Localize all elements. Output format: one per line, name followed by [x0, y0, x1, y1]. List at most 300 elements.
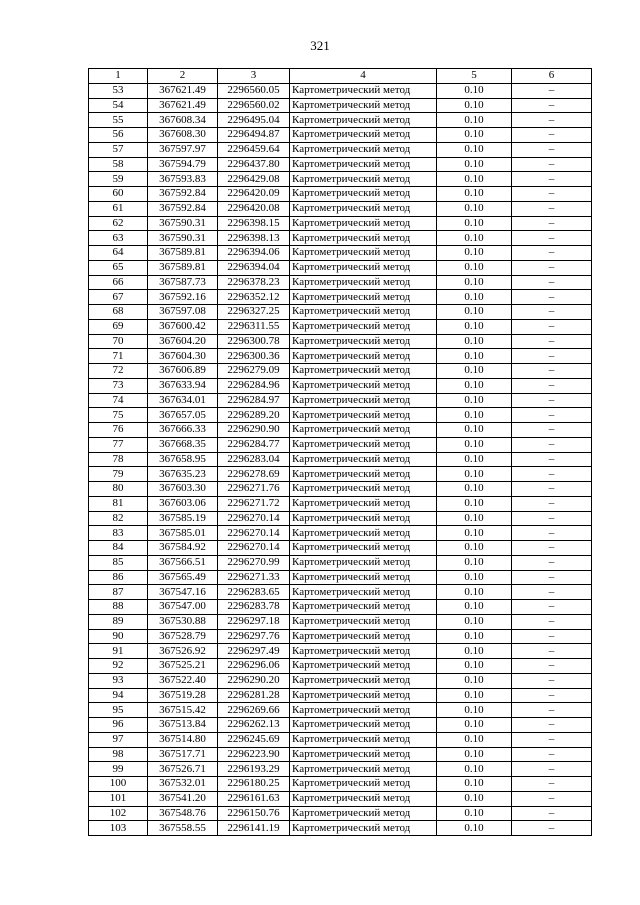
table-cell: 80	[89, 482, 148, 497]
table-cell: Картометрический метод	[290, 526, 437, 541]
table-cell: 367585.01	[148, 526, 218, 541]
header-cell: 4	[290, 69, 437, 84]
table-cell: Картометрический метод	[290, 703, 437, 718]
table-cell: 79	[89, 467, 148, 482]
table-cell: Картометрический метод	[290, 732, 437, 747]
table-cell: 367593.83	[148, 172, 218, 187]
table-cell: 367634.01	[148, 393, 218, 408]
table-cell: 2296300.78	[218, 334, 290, 349]
table-row	[89, 614, 592, 629]
table-cell: Картометрический метод	[290, 747, 437, 762]
table-row	[89, 113, 592, 128]
table-cell: 367565.49	[148, 570, 218, 585]
table-cell: Картометрический метод	[290, 98, 437, 113]
table-cell: 367532.01	[148, 777, 218, 792]
table-cell: –	[512, 526, 592, 541]
table-cell: –	[512, 452, 592, 467]
table-cell: 0.10	[437, 231, 512, 246]
table-cell: 367604.20	[148, 334, 218, 349]
table-cell: Картометрический метод	[290, 673, 437, 688]
table-cell: 93	[89, 673, 148, 688]
table-cell: 367514.80	[148, 732, 218, 747]
table-row	[89, 142, 592, 157]
table-cell: 2296270.14	[218, 526, 290, 541]
table-cell: –	[512, 482, 592, 497]
table-cell: –	[512, 364, 592, 379]
table-cell: 367525.21	[148, 659, 218, 674]
table-cell: 88	[89, 600, 148, 615]
table-cell: 0.10	[437, 526, 512, 541]
table-cell: Картометрический метод	[290, 511, 437, 526]
table-row	[89, 806, 592, 821]
table-cell: 70	[89, 334, 148, 349]
table-cell: 2296283.04	[218, 452, 290, 467]
table-cell: 2296290.90	[218, 423, 290, 438]
table-cell: 367606.89	[148, 364, 218, 379]
table-cell: Картометрический метод	[290, 378, 437, 393]
table-cell: 0.10	[437, 201, 512, 216]
table-cell: 2296271.76	[218, 482, 290, 497]
table-cell: 367668.35	[148, 437, 218, 452]
header-cell: 2	[148, 69, 218, 84]
table-cell: –	[512, 378, 592, 393]
table-cell: 65	[89, 260, 148, 275]
table-cell: Картометрический метод	[290, 688, 437, 703]
table-cell: –	[512, 231, 592, 246]
table-cell: Картометрический метод	[290, 437, 437, 452]
table-cell: 85	[89, 555, 148, 570]
table-cell: Картометрический метод	[290, 128, 437, 143]
table-cell: 2296290.20	[218, 673, 290, 688]
table-cell: 367528.79	[148, 629, 218, 644]
table-cell: 0.10	[437, 290, 512, 305]
table-cell: 72	[89, 364, 148, 379]
table-row	[89, 452, 592, 467]
table-cell: 367526.92	[148, 644, 218, 659]
table-cell: 0.10	[437, 747, 512, 762]
table-cell: Картометрический метод	[290, 408, 437, 423]
table-cell: 2296271.33	[218, 570, 290, 585]
table-cell: Картометрический метод	[290, 393, 437, 408]
table-cell: 0.10	[437, 275, 512, 290]
table-cell: 103	[89, 821, 148, 836]
table-cell: 0.10	[437, 614, 512, 629]
table-row	[89, 231, 592, 246]
table-cell: Картометрический метод	[290, 570, 437, 585]
table-cell: 2296270.14	[218, 511, 290, 526]
table-cell: Картометрический метод	[290, 201, 437, 216]
table-cell: 367547.16	[148, 585, 218, 600]
table-cell: 367621.49	[148, 98, 218, 113]
table-cell: 74	[89, 393, 148, 408]
table-cell: 54	[89, 98, 148, 113]
table-cell: Картометрический метод	[290, 334, 437, 349]
table-cell: 98	[89, 747, 148, 762]
table-cell: 2296560.05	[218, 83, 290, 98]
table-cell: 0.10	[437, 467, 512, 482]
table-cell: 0.10	[437, 570, 512, 585]
table-cell: –	[512, 659, 592, 674]
table-cell: Картометрический метод	[290, 260, 437, 275]
table-cell: 367597.08	[148, 305, 218, 320]
table-cell: 367594.79	[148, 157, 218, 172]
table-cell: 94	[89, 688, 148, 703]
table-cell: –	[512, 806, 592, 821]
table-cell: 2296296.06	[218, 659, 290, 674]
table-cell: –	[512, 541, 592, 556]
table-cell: 99	[89, 762, 148, 777]
table-cell: 367548.76	[148, 806, 218, 821]
table-row	[89, 260, 592, 275]
table-row	[89, 496, 592, 511]
table-cell: 95	[89, 703, 148, 718]
table-cell: –	[512, 703, 592, 718]
table-cell: 89	[89, 614, 148, 629]
table-cell: –	[512, 408, 592, 423]
table-cell: 0.10	[437, 408, 512, 423]
table-row	[89, 511, 592, 526]
table-body	[89, 83, 592, 835]
table-cell: 2296245.69	[218, 732, 290, 747]
table-cell: –	[512, 98, 592, 113]
table-cell: –	[512, 747, 592, 762]
table-cell: Картометрический метод	[290, 777, 437, 792]
table-cell: 100	[89, 777, 148, 792]
table-cell: 2296352.12	[218, 290, 290, 305]
table-cell: 0.10	[437, 541, 512, 556]
table-cell: 0.10	[437, 659, 512, 674]
table-cell: 2296150.76	[218, 806, 290, 821]
table-cell: 2296161.63	[218, 791, 290, 806]
table-row	[89, 688, 592, 703]
table-cell: 2296429.08	[218, 172, 290, 187]
table-cell: 2296284.97	[218, 393, 290, 408]
table-cell: 367592.16	[148, 290, 218, 305]
table-cell: 0.10	[437, 437, 512, 452]
table-cell: –	[512, 246, 592, 261]
table-cell: 60	[89, 187, 148, 202]
table-cell: –	[512, 83, 592, 98]
table-cell: –	[512, 467, 592, 482]
table-cell: 0.10	[437, 482, 512, 497]
table-cell: 2296394.04	[218, 260, 290, 275]
table-cell: –	[512, 157, 592, 172]
table-row	[89, 305, 592, 320]
table-cell: 102	[89, 806, 148, 821]
table-cell: –	[512, 319, 592, 334]
table-cell: 57	[89, 142, 148, 157]
table-cell: –	[512, 644, 592, 659]
table-cell: 367592.84	[148, 187, 218, 202]
table-row	[89, 423, 592, 438]
table-cell: 2296300.36	[218, 349, 290, 364]
table-cell: 90	[89, 629, 148, 644]
table-row	[89, 187, 592, 202]
table-cell: 75	[89, 408, 148, 423]
table-cell: 2296271.72	[218, 496, 290, 511]
table-cell: 2296284.96	[218, 378, 290, 393]
table-cell: 96	[89, 718, 148, 733]
table-cell: Картометрический метод	[290, 187, 437, 202]
table-cell: 2296269.66	[218, 703, 290, 718]
table-cell: 67	[89, 290, 148, 305]
table-cell: –	[512, 172, 592, 187]
table-cell: –	[512, 113, 592, 128]
table-row	[89, 644, 592, 659]
table-cell: 2296311.55	[218, 319, 290, 334]
table-cell: 367587.73	[148, 275, 218, 290]
table-cell: 367657.05	[148, 408, 218, 423]
table-cell: –	[512, 777, 592, 792]
table-row	[89, 629, 592, 644]
table-row	[89, 732, 592, 747]
table-cell: 367592.84	[148, 201, 218, 216]
table-row	[89, 762, 592, 777]
table-cell: 92	[89, 659, 148, 674]
table-row	[89, 408, 592, 423]
table-row	[89, 275, 592, 290]
table-cell: –	[512, 128, 592, 143]
table-cell: Картометрический метод	[290, 157, 437, 172]
table-cell: 0.10	[437, 113, 512, 128]
table-cell: 367666.33	[148, 423, 218, 438]
table-row	[89, 172, 592, 187]
table-cell: 97	[89, 732, 148, 747]
table-cell: –	[512, 570, 592, 585]
table-cell: –	[512, 496, 592, 511]
table-cell: 2296394.06	[218, 246, 290, 261]
table-cell: Картометрический метод	[290, 83, 437, 98]
table-cell: 367585.19	[148, 511, 218, 526]
table-cell: 0.10	[437, 128, 512, 143]
table-row	[89, 585, 592, 600]
table-cell: –	[512, 260, 592, 275]
table-row	[89, 659, 592, 674]
table-cell: 76	[89, 423, 148, 438]
table-cell: 0.10	[437, 305, 512, 320]
header-cell: 6	[512, 69, 592, 84]
table-row	[89, 437, 592, 452]
table-cell: 0.10	[437, 393, 512, 408]
table-cell: Картометрический метод	[290, 349, 437, 364]
table-cell: Картометрический метод	[290, 806, 437, 821]
table-row	[89, 290, 592, 305]
table-cell: Картометрический метод	[290, 216, 437, 231]
table-cell: –	[512, 437, 592, 452]
table-row	[89, 334, 592, 349]
table-row	[89, 319, 592, 334]
table-cell: Картометрический метод	[290, 555, 437, 570]
table-cell: Картометрический метод	[290, 290, 437, 305]
table-cell: 367589.81	[148, 260, 218, 275]
table-cell: 73	[89, 378, 148, 393]
table-cell: 0.10	[437, 319, 512, 334]
table-cell: Картометрический метод	[290, 614, 437, 629]
table-cell: –	[512, 305, 592, 320]
table-cell: Картометрический метод	[290, 659, 437, 674]
table-cell: Картометрический метод	[290, 246, 437, 261]
table-cell: 0.10	[437, 260, 512, 275]
table-cell: Картометрический метод	[290, 600, 437, 615]
table-cell: 367604.30	[148, 349, 218, 364]
table-cell: 2296223.90	[218, 747, 290, 762]
table-cell: 2296420.09	[218, 187, 290, 202]
table-cell: –	[512, 334, 592, 349]
table-cell: 367597.97	[148, 142, 218, 157]
table-cell: 66	[89, 275, 148, 290]
table-row	[89, 364, 592, 379]
table-cell: 0.10	[437, 585, 512, 600]
table-cell: 61	[89, 201, 148, 216]
table-cell: 2296560.02	[218, 98, 290, 113]
table-cell: 2296327.25	[218, 305, 290, 320]
table-cell: 55	[89, 113, 148, 128]
table-cell: 0.10	[437, 216, 512, 231]
table-row	[89, 201, 592, 216]
header-cell: 5	[437, 69, 512, 84]
table-cell: 2296398.13	[218, 231, 290, 246]
table-cell: 367603.06	[148, 496, 218, 511]
table-cell: 2296262.13	[218, 718, 290, 733]
table-cell: 56	[89, 128, 148, 143]
table-cell: Картометрический метод	[290, 142, 437, 157]
table-cell: 2296278.69	[218, 467, 290, 482]
table-cell: 0.10	[437, 821, 512, 836]
table-cell: 2296281.28	[218, 688, 290, 703]
table-cell: 2296494.87	[218, 128, 290, 143]
table-cell: 2296289.20	[218, 408, 290, 423]
table-cell: Картометрический метод	[290, 113, 437, 128]
table-cell: 0.10	[437, 718, 512, 733]
table-cell: Картометрический метод	[290, 305, 437, 320]
table-cell: 0.10	[437, 187, 512, 202]
table-cell: 2296284.77	[218, 437, 290, 452]
table-cell: 367541.20	[148, 791, 218, 806]
table-row	[89, 393, 592, 408]
table-row	[89, 467, 592, 482]
table-cell: 63	[89, 231, 148, 246]
table-cell: Картометрический метод	[290, 275, 437, 290]
table-cell: Картометрический метод	[290, 821, 437, 836]
table-cell: Картометрический метод	[290, 482, 437, 497]
table-cell: 69	[89, 319, 148, 334]
table-cell: 367513.84	[148, 718, 218, 733]
table-cell: 0.10	[437, 703, 512, 718]
table-cell: 0.10	[437, 762, 512, 777]
coordinates-table	[88, 68, 592, 836]
table-cell: Картометрический метод	[290, 718, 437, 733]
table-cell: 0.10	[437, 172, 512, 187]
table-cell: 0.10	[437, 378, 512, 393]
table-cell: –	[512, 555, 592, 570]
table-cell: –	[512, 585, 592, 600]
table-cell: 82	[89, 511, 148, 526]
table-cell: Картометрический метод	[290, 496, 437, 511]
table-cell: 0.10	[437, 629, 512, 644]
table-row	[89, 718, 592, 733]
table-cell: –	[512, 673, 592, 688]
table-cell: 2296180.25	[218, 777, 290, 792]
table-row	[89, 216, 592, 231]
table-cell: 2296270.14	[218, 541, 290, 556]
table-cell: 367621.49	[148, 83, 218, 98]
table-row	[89, 526, 592, 541]
header-cell: 1	[89, 69, 148, 84]
table-cell: –	[512, 791, 592, 806]
table-cell: Картометрический метод	[290, 231, 437, 246]
table-cell: 2296297.76	[218, 629, 290, 644]
table-cell: 2296283.65	[218, 585, 290, 600]
table-cell: 2296270.99	[218, 555, 290, 570]
table-cell: 367603.30	[148, 482, 218, 497]
table-cell: 59	[89, 172, 148, 187]
table-cell: 367547.00	[148, 600, 218, 615]
table-cell: 367526.71	[148, 762, 218, 777]
table-cell: 84	[89, 541, 148, 556]
table-cell: 367658.95	[148, 452, 218, 467]
table-cell: –	[512, 762, 592, 777]
table-cell: 0.10	[437, 791, 512, 806]
table-cell: 2296193.29	[218, 762, 290, 777]
table-cell: 0.10	[437, 644, 512, 659]
table-cell: –	[512, 614, 592, 629]
table-cell: –	[512, 600, 592, 615]
table-cell: 0.10	[437, 688, 512, 703]
table-cell: 367517.71	[148, 747, 218, 762]
table-cell: 367608.30	[148, 128, 218, 143]
table-cell: 81	[89, 496, 148, 511]
table-cell: 0.10	[437, 364, 512, 379]
table-cell: 83	[89, 526, 148, 541]
table-cell: 0.10	[437, 732, 512, 747]
table-cell: 0.10	[437, 349, 512, 364]
table-cell: 367590.31	[148, 231, 218, 246]
table-cell: –	[512, 393, 592, 408]
table-cell: 2296420.08	[218, 201, 290, 216]
table-cell: 2296141.19	[218, 821, 290, 836]
table-cell: 2296398.15	[218, 216, 290, 231]
table-cell: –	[512, 732, 592, 747]
table-cell: 68	[89, 305, 148, 320]
table-cell: 367566.51	[148, 555, 218, 570]
table-cell: 71	[89, 349, 148, 364]
table-cell: –	[512, 187, 592, 202]
table-cell: –	[512, 718, 592, 733]
table-cell: Картометрический метод	[290, 762, 437, 777]
table-cell: 367530.88	[148, 614, 218, 629]
table-cell: Картометрический метод	[290, 644, 437, 659]
table-cell: Картометрический метод	[290, 423, 437, 438]
table-cell: 367600.42	[148, 319, 218, 334]
page-number: 321	[310, 38, 330, 53]
table-cell: Картометрический метод	[290, 629, 437, 644]
table-cell: Картометрический метод	[290, 791, 437, 806]
table-cell: 0.10	[437, 423, 512, 438]
table-row	[89, 570, 592, 585]
table-cell: 0.10	[437, 496, 512, 511]
table-header-row	[89, 69, 592, 84]
table-cell: 0.10	[437, 98, 512, 113]
table-cell: Картометрический метод	[290, 364, 437, 379]
table-cell: 0.10	[437, 673, 512, 688]
table-row	[89, 157, 592, 172]
table-cell: 0.10	[437, 334, 512, 349]
table-cell: 53	[89, 83, 148, 98]
table-row	[89, 747, 592, 762]
table-cell: 2296437.80	[218, 157, 290, 172]
table-cell: –	[512, 142, 592, 157]
table-row	[89, 555, 592, 570]
